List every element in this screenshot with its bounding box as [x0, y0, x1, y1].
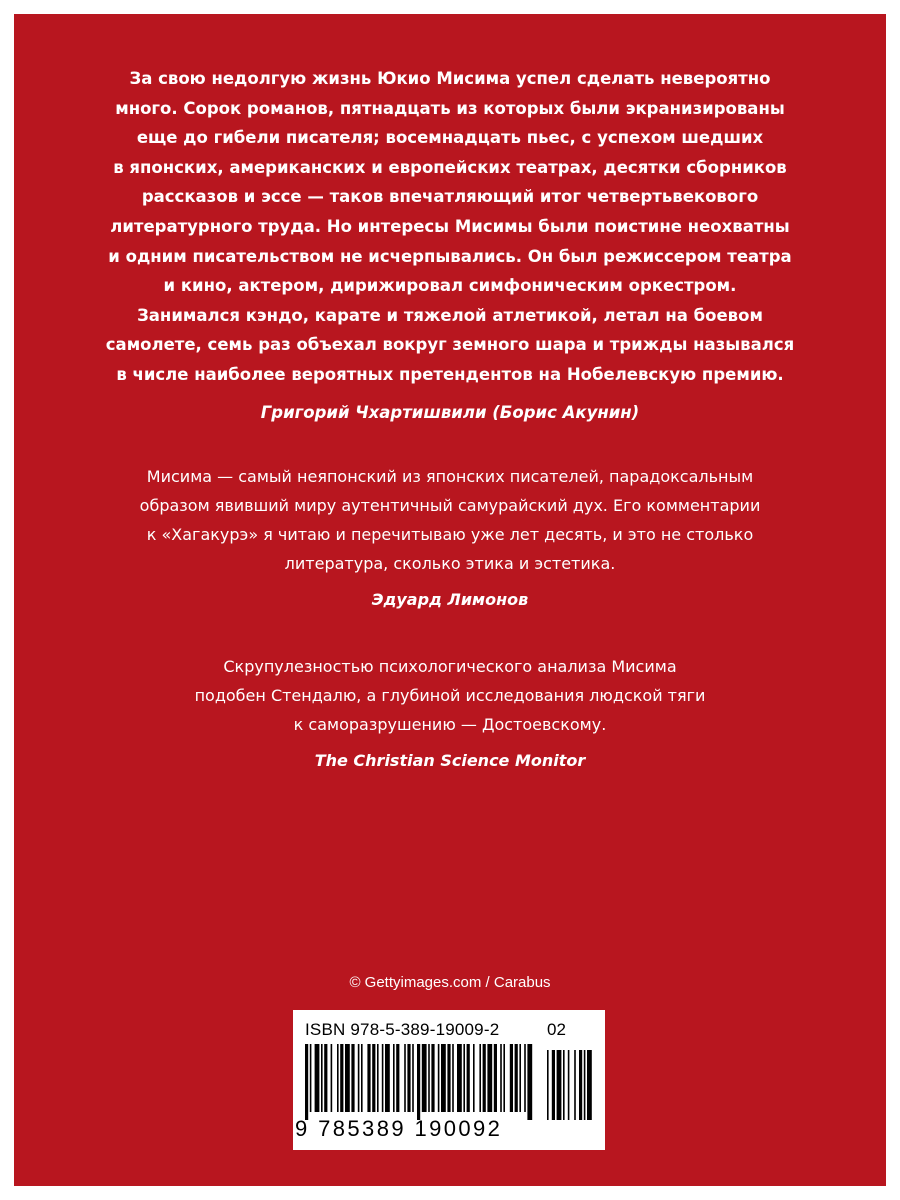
quote-line: много. Сорок романов, пятнадцать из которых были экранизированы — [115, 98, 785, 118]
quote-line: Занимался кэндо, карате и тяжелой атлетикой, летал на боевом — [137, 305, 763, 325]
ean-digits: 9 785389 190092 — [295, 1116, 503, 1141]
quote-line: образом явивший миру аутентичный самурайский дух. Его комментарии — [139, 496, 761, 515]
barcode-label — [293, 1010, 605, 1150]
quote-line: литература, сколько этика и эстетика. — [284, 554, 616, 573]
quote-limonov — [14, 462, 886, 614]
quote-line: к «Хагакурэ» я читаю и перечитываю уже лет десять, и это не столько — [146, 525, 754, 544]
photo-credit: © Gettyimages.com / Carabus — [349, 974, 551, 991]
quote-line: в числе наиболее вероятных претендентов на Нобелевскую премию. — [116, 364, 784, 384]
quote-author: Григорий Чхартишвили (Борис Акунин) — [260, 402, 640, 422]
quote-line: подобен Стендалю, а глубиной исследования людской тяги — [194, 686, 706, 705]
addon-code: 02 — [547, 1020, 566, 1039]
quote-line: Мисима — самый неяпонский из японских писателей, парадоксальным — [146, 467, 754, 486]
quote-author: The Christian Science Monitor — [314, 751, 586, 770]
barcode-bars — [303, 1044, 595, 1120]
quote-line: За свою недолгую жизнь Юкио Мисима успел сделать невероятно — [129, 69, 771, 88]
quote-line: рассказов и эссе — таков впечатляющий итог четвертьвекового — [141, 187, 759, 207]
quote-line: и кино, актером, дирижировал симфоническим оркестром. — [163, 276, 737, 296]
quote-line: и одним писательством не исчерпывались. Он был режиссером театра — [108, 246, 792, 266]
isbn-text: ISBN 978-5-389-19009-2 — [305, 1020, 500, 1039]
quote-line: в японских, американских и европейских театрах, десятки сборников — [113, 157, 787, 177]
quote-line: еще до гибели писателя; восемнадцать пьес, с успехом шедших — [136, 128, 764, 148]
quote-author: Эдуард Лимонов — [371, 590, 529, 609]
quote-line: литературного труда. Но интересы Мисимы были поистине неохватны — [110, 216, 790, 236]
back-cover — [14, 14, 886, 1186]
quote-line: самолете, семь раз объехал вокруг земного шара и трижды назывался — [105, 335, 795, 355]
quote-akunin — [14, 64, 886, 427]
quote-line: Скрупулезностью психологического анализа Мисима — [223, 657, 677, 676]
quote-monitor — [14, 652, 886, 775]
quote-line: к саморазрушению — Достоевскому. — [293, 715, 607, 734]
